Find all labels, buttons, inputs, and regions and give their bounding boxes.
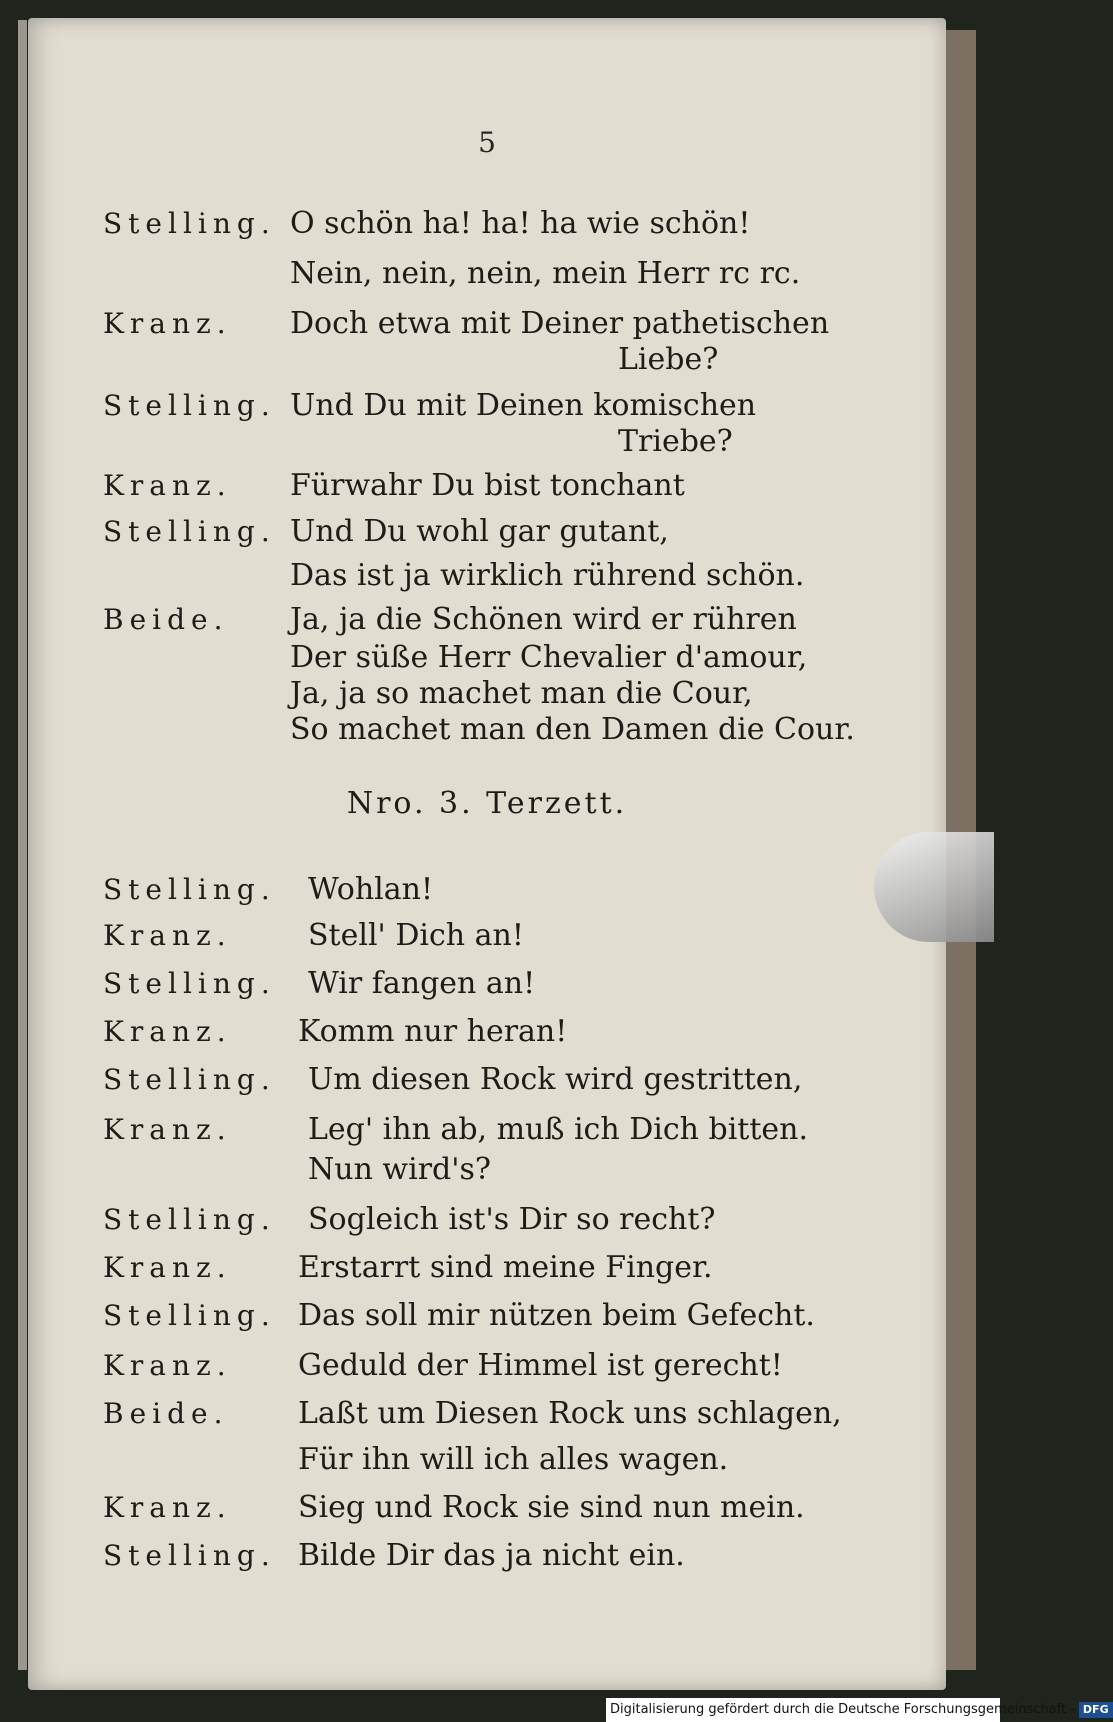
page-clip xyxy=(874,832,994,942)
line-text: O schön ha! ha! ha wie schön! xyxy=(290,206,751,241)
line-text: Nein, nein, nein, mein Herr rc rc. xyxy=(290,256,801,291)
speaker-name: Kranz. xyxy=(103,307,232,340)
line-text: Erstarrt sind meine Finger. xyxy=(298,1250,713,1285)
line-text: Geduld der Himmel ist gerecht! xyxy=(298,1348,783,1383)
line-text: Bilde Dir das ja nicht ein. xyxy=(298,1538,685,1573)
dfg-logo: DFG xyxy=(1079,1702,1113,1718)
line-text: So machet man den Damen die Cour. xyxy=(290,712,855,747)
speaker-name: Kranz. xyxy=(103,1491,232,1524)
line-text: Und Du mit Deinen komischen xyxy=(290,388,757,423)
section-heading: Nro. 3. Terzett. xyxy=(346,786,628,821)
line-text: Doch etwa mit Deiner pathetischen xyxy=(290,306,830,341)
line-text: Stell' Dich an! xyxy=(308,918,524,953)
line-text: Komm nur heran! xyxy=(298,1014,568,1049)
line-text: Liebe? xyxy=(618,342,719,377)
line-text: Ja, ja so machet man die Cour, xyxy=(290,676,753,711)
line-text: Sogleich ist's Dir so recht? xyxy=(308,1202,716,1237)
line-text: Und Du wohl gar gutant, xyxy=(290,514,669,549)
speaker-name: Kranz. xyxy=(103,469,232,502)
digitization-footer xyxy=(606,1698,1109,1722)
line-text: Fürwahr Du bist tonchant xyxy=(290,468,685,503)
speaker-name: Kranz. xyxy=(103,919,232,952)
line-text: Leg' ihn ab, muß ich Dich bitten. xyxy=(308,1112,809,1147)
line-text: Das ist ja wirklich rührend schön. xyxy=(290,558,805,593)
page-number: 5 xyxy=(478,126,496,159)
line-text: Triebe? xyxy=(618,424,733,459)
speaker-name: Kranz. xyxy=(103,1251,232,1284)
footer-text: Digitalisierung gefördert durch die Deutsche Forschungsgemeinschaft - xyxy=(610,1702,1075,1717)
speaker-name: Stelling. xyxy=(103,1063,276,1096)
speaker-name: Kranz. xyxy=(103,1015,232,1048)
book-gutter xyxy=(18,20,27,1670)
line-text: Wir fangen an! xyxy=(308,966,536,1001)
speaker-name: Stelling. xyxy=(103,1539,276,1572)
line-text: Das soll mir nützen beim Gefecht. xyxy=(298,1298,815,1333)
line-text: Laßt um Diesen Rock uns schlagen, xyxy=(298,1396,842,1431)
line-text: Wohlan! xyxy=(308,872,434,907)
speaker-name: Beide. xyxy=(103,1397,229,1430)
line-text: Um diesen Rock wird gestritten, xyxy=(308,1062,803,1097)
line-text: Ja, ja die Schönen wird er rühren xyxy=(290,602,797,637)
speaker-name: Kranz. xyxy=(103,1349,232,1382)
line-text: Sieg und Rock sie sind nun mein. xyxy=(298,1490,805,1525)
speaker-name: Beide. xyxy=(103,603,229,636)
speaker-name: Stelling. xyxy=(103,515,276,548)
speaker-name: Stelling. xyxy=(103,1299,276,1332)
line-text: Der süße Herr Chevalier d'amour, xyxy=(290,640,808,675)
line-text: Für ihn will ich alles wagen. xyxy=(298,1442,729,1477)
speaker-name: Stelling. xyxy=(103,389,276,422)
speaker-name: Stelling. xyxy=(103,967,276,1000)
speaker-name: Stelling. xyxy=(103,207,276,240)
book-page xyxy=(28,18,946,1690)
line-text: Nun wird's? xyxy=(308,1152,491,1187)
speaker-name: Kranz. xyxy=(103,1113,232,1146)
speaker-name: Stelling. xyxy=(103,873,276,906)
speaker-name: Stelling. xyxy=(103,1203,276,1236)
